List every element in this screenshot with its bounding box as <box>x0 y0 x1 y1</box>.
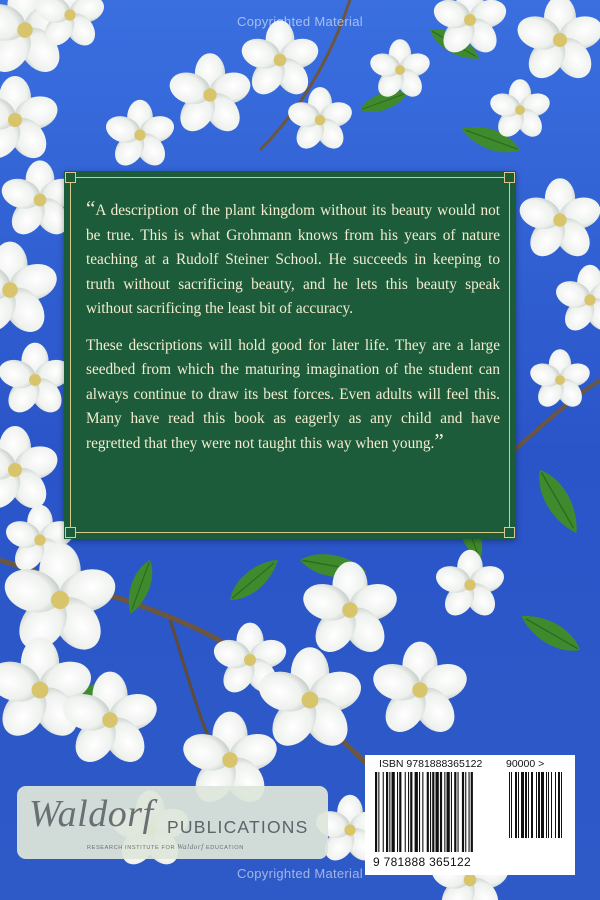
publisher-logo-wordmark: Waldorf <box>29 793 154 835</box>
barcode-bar <box>408 772 409 852</box>
quote-paragraph-2 <box>86 334 500 457</box>
barcode-bar <box>469 772 470 852</box>
corner-ornament <box>65 172 76 183</box>
supplement-barcode-bar <box>531 772 533 838</box>
supplement-barcode-bar <box>555 772 556 838</box>
barcode-bar <box>375 772 377 852</box>
supplement-barcode-bar <box>525 772 527 838</box>
isbn-label: ISBN 9781888365122 <box>379 758 483 770</box>
supplement-barcode-bar <box>551 772 552 838</box>
barcode-bar <box>430 772 431 852</box>
supplement-barcode-bar <box>558 772 560 838</box>
barcode-bar <box>419 772 420 852</box>
isbn-barcode-digits: 9 781888 365122 <box>373 855 471 869</box>
barcode-bar <box>427 772 429 852</box>
barcode-bar <box>383 772 384 852</box>
supplement-barcode-bar <box>536 772 537 838</box>
quote-paragraph-2-text: These descriptions will hold good for later life. They are a large seedbed from which the maturing imagination of the student can always continue to draw its best forces. Even adults will feel this. Many have read this book as eagerly as any child and have regretted that they were not taught this way when young. <box>86 336 500 452</box>
barcode-bar <box>392 772 395 852</box>
tagline-prefix: RESEARCH INSTITUTE FOR <box>87 845 176 851</box>
barcode-bar <box>386 772 388 852</box>
supplement-barcode-bar <box>541 772 544 838</box>
supplement-barcode-bar <box>521 772 524 838</box>
open-quote-mark: “ <box>86 196 96 220</box>
barcode-bar <box>471 772 473 852</box>
supplement-barcode-bar <box>538 772 540 838</box>
copyright-watermark-bottom: Copyrighted Material <box>237 866 363 881</box>
corner-ornament <box>504 527 515 538</box>
close-quote-mark: ” <box>434 428 444 453</box>
quote-panel <box>64 171 516 539</box>
supplement-barcode-bar <box>528 772 529 838</box>
barcode-bar <box>389 772 390 852</box>
barcode-bar <box>447 772 450 852</box>
supplement-barcode-bar <box>546 772 547 838</box>
quote-paragraph-1 <box>86 196 500 322</box>
barcode-bar <box>444 772 445 852</box>
supplement-barcode-bar <box>561 772 562 838</box>
barcode-bar <box>458 772 459 852</box>
barcode-bar <box>462 772 464 852</box>
barcode-bar <box>410 772 412 852</box>
barcode-bar <box>432 772 434 852</box>
barcode-bar <box>405 772 406 852</box>
barcode-bar <box>422 772 423 852</box>
price-code: 90000 > <box>506 758 545 770</box>
tagline-brand: Waldorf <box>177 843 204 851</box>
tagline-suffix: EDUCATION <box>205 845 244 851</box>
corner-ornament <box>504 172 515 183</box>
supplement-barcode-bar <box>548 772 549 838</box>
barcode-bar <box>415 772 418 852</box>
barcode-bar <box>454 772 456 852</box>
barcode-bar <box>436 772 439 852</box>
publisher-logo-tagline <box>87 843 244 851</box>
corner-ornament <box>65 527 76 538</box>
supplement-barcode-bar <box>518 772 519 838</box>
barcode-bar <box>451 772 452 852</box>
barcode-bars <box>373 772 567 854</box>
book-blurb-quote <box>86 196 500 468</box>
barcode-bar <box>378 772 379 852</box>
publisher-logo <box>17 786 328 859</box>
supplement-barcode-bar <box>509 772 510 838</box>
barcode-bar <box>440 772 442 852</box>
barcode-bar <box>399 772 401 852</box>
publisher-logo-division: PUBLICATIONS <box>167 817 309 837</box>
supplement-barcode-bar <box>511 772 512 838</box>
isbn-barcode-panel <box>365 755 575 875</box>
barcode-bar <box>397 772 398 852</box>
quote-paragraph-1-text: A description of the plant kingdom without its beauty would not be true. This is what Grohmann knows from his years of nature teaching at a Rudolf Steiner School. He succeeds in keeping to truth without sacrificing beauty, and he lets this beauty speak without sacrificing the least bit of accuracy. <box>86 202 500 317</box>
copyright-watermark-top: Copyrighted Material <box>237 14 363 29</box>
barcode-bar <box>465 772 466 852</box>
supplement-barcode-bar <box>515 772 517 838</box>
